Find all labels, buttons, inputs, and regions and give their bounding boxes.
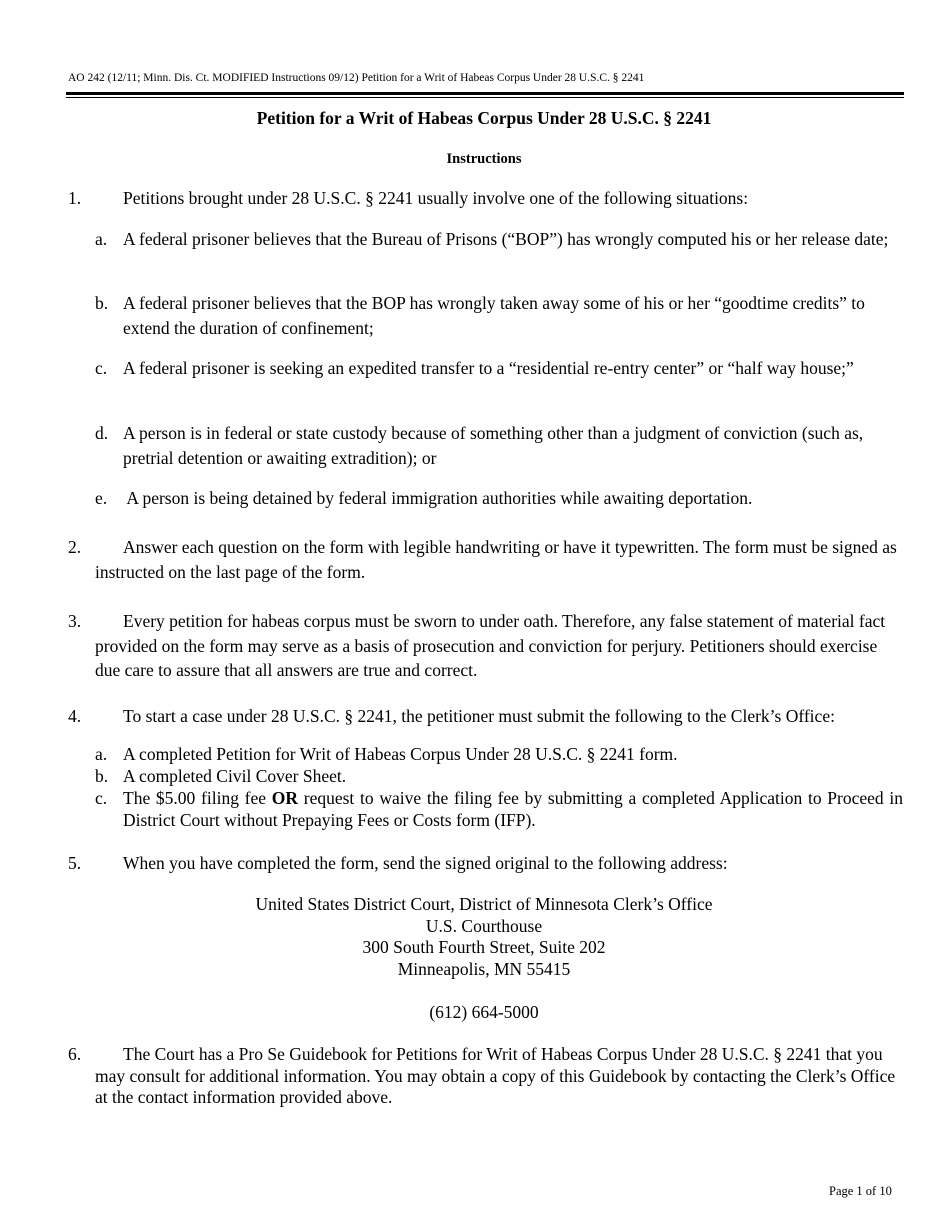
item-4-number: 4. [68,706,82,726]
item-4b-letter: b. [95,766,109,786]
item-4c-bold-or: OR [271,788,299,808]
item-1a-letter: a. [95,229,108,249]
item-2-number: 2. [68,537,82,557]
item-2-text: Answer each question on the form with legible handwriting or have it typewritten. The form must be signed as instructed on the last page of the form. [95,537,897,582]
item-4c-text [123,788,903,831]
item-1d-letter: d. [95,423,109,443]
item-6-number: 6. [68,1044,82,1064]
item-1b-text: A federal prisoner believes that the BOP has wrongly taken away some of his or her “goodtime credits” to extend the duration of confinement; [123,293,865,338]
item-1-text: Petitions brought under 28 U.S.C. § 2241 usually involve one of the following situations: [123,188,749,208]
document-title: Petition for a Writ of Habeas Corpus Under 28 U.S.C. § 2241 [256,108,712,128]
item-4a-text: A completed Petition for Writ of Habeas Corpus Under 28 U.S.C. § 2241 form. [123,744,678,764]
form-header-line: AO 242 (12/11; Minn. Dis. Ct. MODIFIED Instructions 09/12) Petition for a Writ of Habeas Corpus Under 28 U.S.C. § 2241 [68,72,645,84]
header-rule-thin [66,97,904,98]
address-line-1: United States District Court, District of Minnesota Clerk’s Office [255,894,713,914]
item-1d-text: A person is in federal or state custody because of something other than a judgment of conviction (such as, pretrial detention or awaiting extradition); or [123,423,864,468]
item-4a-letter: a. [95,744,108,764]
item-1e-letter: e. [95,488,108,508]
instructions-heading: Instructions [446,151,522,167]
item-1b-letter: b. [95,293,109,313]
item-3-text: Every petition for habeas corpus must be sworn to under oath. Therefore, any false statement of material fact provided on the form may serve as a basis of prosecution and conviction for perjury. Petitioners should exercise due care to assure that all answers are true and correct. [95,611,886,680]
item-4c-text-before: The $5.00 filing fee [123,788,272,808]
item-3-number: 3. [68,611,82,631]
item-1a-text: A federal prisoner believes that the Bureau of Prisons (“BOP”) has wrongly computed his or her release date; [123,229,889,249]
header-rule-thick [66,92,904,95]
page-number: Page 1 of 10 [829,1184,892,1198]
item-4c-text-after: request to waive the filing fee by submitting a completed Application to Proceed in District Court without Prepaying Fees or Costs form (IFP). [123,788,904,830]
item-5-number: 5. [68,853,82,873]
item-6-text: The Court has a Pro Se Guidebook for Petitions for Writ of Habeas Corpus Under 28 U.S.C. § 2241 that you may consult for additional information. You may obtain a copy of this Guidebook by contacting the Clerk’s Office at the contact information provided above. [95,1044,896,1107]
item-1e-text: A person is being detained by federal immigration authorities while awaiting deportation. [123,488,753,508]
item-1-number: 1. [68,188,82,208]
clerk-phone: (612) 664-5000 [429,1002,539,1022]
item-1c-text: A federal prisoner is seeking an expedited transfer to a “residential re-entry center” or “half way house;” [123,358,854,378]
item-4c-letter: c. [95,788,108,808]
address-line-4: Minneapolis, MN 55415 [397,958,571,979]
address-block [0,894,950,980]
item-4b-text: A completed Civil Cover Sheet. [123,766,347,786]
item-5-text: When you have completed the form, send the signed original to the following address: [123,853,728,873]
address-line-3: 300 South Fourth Street, Suite 202 [362,937,606,957]
address-line-2: U.S. Courthouse [425,915,543,936]
item-1c-letter: c. [95,358,108,378]
item-4-text: To start a case under 28 U.S.C. § 2241, the petitioner must submit the following to the Clerk’s Office: [123,706,835,726]
